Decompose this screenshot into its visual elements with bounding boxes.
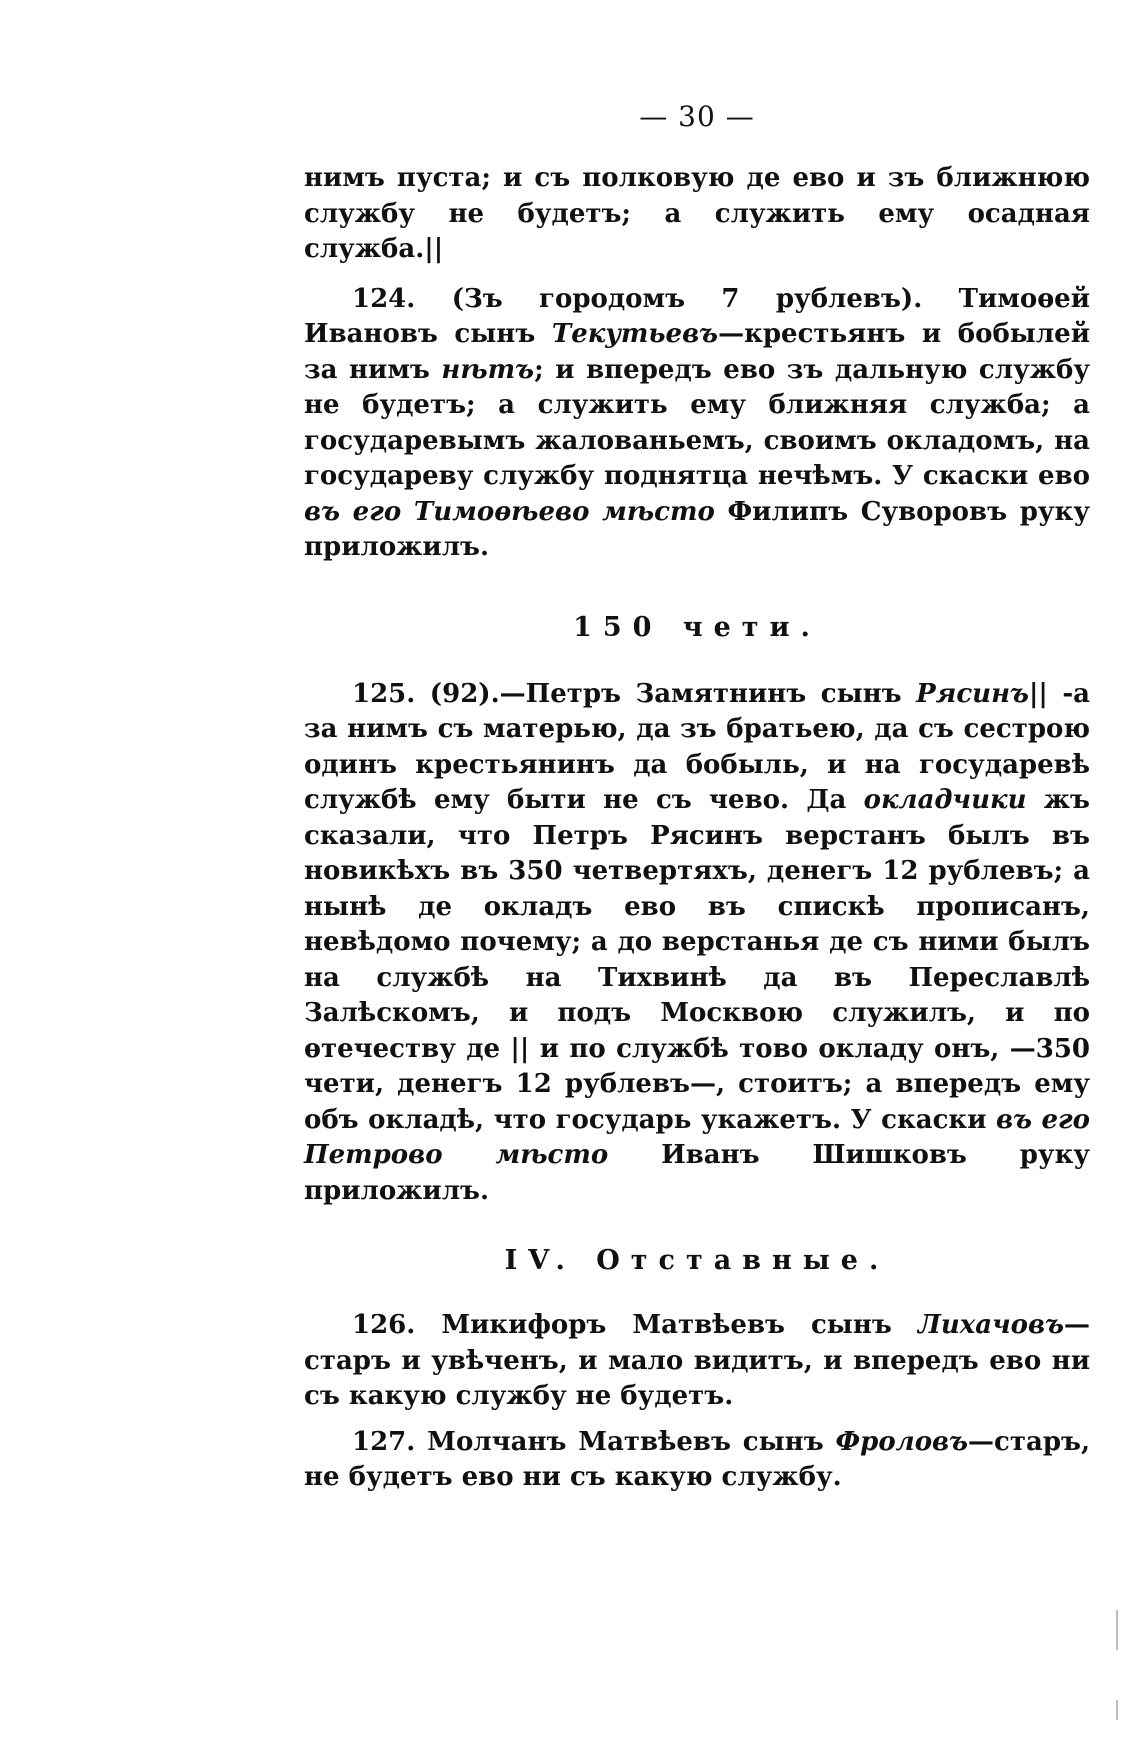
page-number: — 30 — xyxy=(639,100,755,133)
entry-124-text-4: Филипъ Суворовъ руку приложилъ. xyxy=(304,496,1090,562)
entry-126-text-1: 126. Микифоръ Матвѣевъ сынъ xyxy=(352,1310,892,1340)
entry-124-net: нѣтъ xyxy=(441,354,535,385)
entry-125-text-3: жъ сказали, что Петръ Рясинъ верстанъ былъ въ новикѣхъ въ 350 четвертяхъ, денегъ 12 рублевъ; а нынѣ де окладъ ево въ спискѣ прописанъ, невѣдомо почему; а до верстанья де съ ними былъ на службѣ на Тихвинѣ да въ Переславлѣ Залѣскомъ, и подъ Москвою служилъ, и по ѳтечеству де || и по службѣ тово окладу онъ, —350 чети, денегъ 12 рублевъ—, стоитъ; а впередъ ему объ окладѣ, что государь укажетъ. У скаски xyxy=(304,785,1090,1135)
entry-127-text-2: —старъ, не будетъ ево ни съ какую службу. xyxy=(304,1426,1090,1492)
entry-124-text-3: ; и впередъ ево зъ дальную службу не будетъ; а служить ему ближняя служба; а государевымъ жалованьемъ, своимъ окладомъ, на государеву службу поднятца нечѣмъ. У скаски ево xyxy=(304,354,1090,491)
entry-124-surname: Текутьевъ xyxy=(551,319,719,349)
entry-124-text-1: 124. (Зъ городомъ 7 рублевъ). Тимоѳей Ивановъ сынъ xyxy=(304,283,1090,349)
entry-125-text-4: Иванъ Шишковъ руку приложилъ. xyxy=(304,1140,1090,1206)
entry-125-place: въ его Петрово мѣсто xyxy=(304,1104,1090,1170)
scan-edge-mark xyxy=(1116,1700,1118,1720)
entry-124-text-2: —крестьянъ и бобылей за нимъ xyxy=(304,319,1091,385)
entry-126-text-2: —старъ и увѣченъ, и мало видитъ, и впередъ ево ни съ какую службу не будетъ. xyxy=(304,1310,1090,1411)
entry-126 xyxy=(304,1308,1090,1415)
entry-126-surname: Лихачовъ xyxy=(917,1310,1064,1340)
entry-125-text-1: 125. (92).—Петръ Замятнинъ сынъ xyxy=(352,678,902,709)
entry-125-text-2: || -а за нимъ съ матерью, да зъ братьею, да съ сестрою одинъ крестьянинъ да бобыль, и на государевѣ службѣ ему быти не съ чево. Да xyxy=(304,678,1090,815)
entry-127 xyxy=(304,1425,1090,1496)
entry-125 xyxy=(304,677,1090,1210)
entry-125-surname: Рясинъ xyxy=(916,678,1029,709)
entry-125-okladchiki: окладчики xyxy=(863,785,1027,815)
section-heading-iv: IV. Отставные. xyxy=(504,1245,890,1276)
continuation-paragraph: нимъ пуста; и съ полковую де ево и зъ ближнюю службу не будетъ; а служить ему осадная служба.|| xyxy=(304,163,1090,264)
entry-127-surname: Фроловъ xyxy=(835,1426,969,1457)
scan-edge-mark xyxy=(1116,1610,1118,1650)
section-heading-150: 150 чети. xyxy=(573,611,821,643)
entry-127-text-1: 127. Молчанъ Матвѣевъ сынъ xyxy=(352,1426,824,1457)
entry-124-place: въ его Тимоѳѣево мѣсто xyxy=(304,496,715,527)
page-body xyxy=(304,100,1090,1496)
entry-124 xyxy=(304,282,1090,566)
